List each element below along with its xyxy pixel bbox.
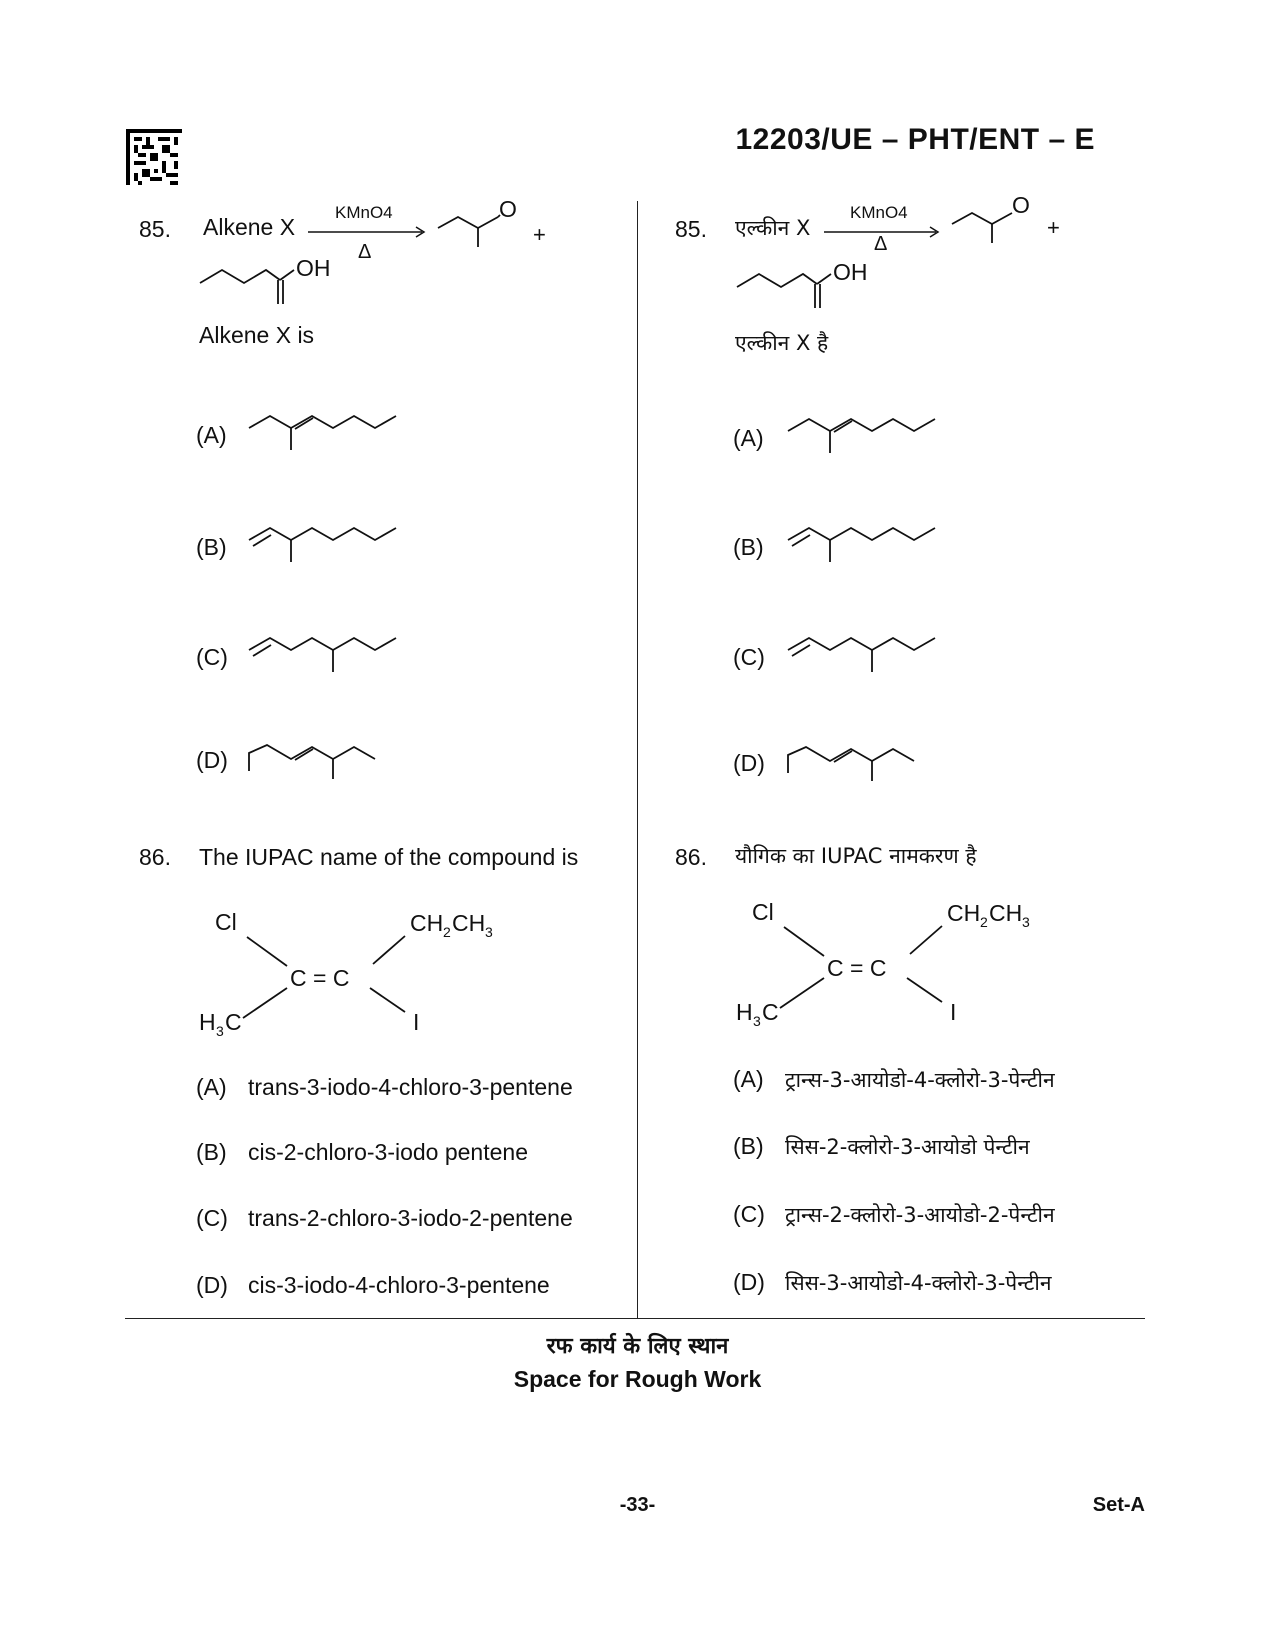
q86-option-b-text: cis-2-chloro-3-iodo pentene [248, 1139, 528, 1165]
q86-option-d-label: (D) [196, 1272, 228, 1298]
svg-text:3: 3 [1022, 914, 1030, 930]
svg-text:CH: CH [947, 900, 981, 926]
q86-number: 86. [139, 844, 171, 870]
svg-text:Δ: Δ [874, 233, 888, 255]
q85-question: Alkene X is [199, 322, 315, 348]
set-label: Set-A [1092, 1494, 1145, 1516]
q85-hi-option-a-structure [784, 413, 944, 463]
svg-text:CH: CH [410, 910, 444, 936]
qr-code-icon [126, 129, 182, 185]
q86-hi-option-a-label: (A) [733, 1066, 764, 1092]
q85-pentanoic-acid [195, 256, 365, 316]
q85-hi-option-d-structure [784, 739, 924, 789]
q86-option-c-text: trans-2-chloro-3-iodo-2-pentene [248, 1205, 573, 1231]
q85-hi-option-b-structure [784, 522, 944, 572]
svg-text:O: O [1012, 195, 1030, 218]
q86-option-c-label: (C) [196, 1205, 228, 1231]
svg-text:2: 2 [443, 924, 451, 940]
rough-work-english: Space for Rough Work [513, 1366, 762, 1392]
svg-text:C = C: C = C [290, 965, 350, 991]
q86-option-a-text: trans-3-iodo-4-chloro-3-pentene [248, 1074, 573, 1100]
q86-structure [195, 900, 515, 1045]
svg-text:CH: CH [989, 900, 1023, 926]
svg-text:I: I [413, 1009, 420, 1035]
paper-code: 12203/UE – PHT/ENT – E [735, 123, 1095, 156]
column-divider [637, 201, 638, 1318]
q86-option-a-label: (A) [196, 1074, 227, 1100]
svg-text:C = C: C = C [827, 955, 887, 981]
q85-number: 85. [139, 216, 171, 242]
rough-work-divider [125, 1318, 1145, 1319]
q85-option-c-structure [245, 632, 405, 682]
q86-hi-option-c-label: (C) [733, 1201, 765, 1227]
q86-hi-option-c-text: ट्रान्स-2-क्लोरो-3-आयोडो-2-पेन्टीन [785, 1203, 1055, 1227]
q85-hi-option-c-structure [784, 632, 944, 682]
svg-text:Cl: Cl [752, 899, 774, 925]
q85-option-d-structure [245, 737, 385, 787]
svg-text:KMnO4: KMnO4 [850, 203, 908, 222]
q85-hi-option-a-label: (A) [733, 425, 764, 451]
q86-hi-option-d-label: (D) [733, 1269, 765, 1295]
q86-option-d-text: cis-3-iodo-4-chloro-3-pentene [248, 1272, 550, 1298]
q85-hi-question: एल्कीन X है [735, 331, 829, 355]
svg-text:O: O [499, 196, 517, 222]
q85-hi-reaction-scheme [820, 195, 1080, 265]
svg-text:CH: CH [452, 910, 486, 936]
q85-option-a-label: (A) [196, 422, 227, 448]
reagent-label: KMnO4 [335, 203, 393, 222]
svg-text:H: H [736, 999, 753, 1025]
q86-hi-number: 86. [675, 844, 707, 870]
svg-text:3: 3 [753, 1013, 761, 1029]
q85-option-b-label: (B) [196, 534, 227, 560]
q85-hi-option-b-label: (B) [733, 534, 764, 560]
q86-question: The IUPAC name of the compound is [199, 844, 579, 870]
rough-work-hindi: रफ कार्य के लिए स्थान [546, 1334, 729, 1359]
q85-option-c-label: (C) [196, 644, 228, 670]
svg-text:+: + [1047, 215, 1060, 240]
svg-text:3: 3 [216, 1023, 224, 1039]
plus-sign: + [533, 222, 546, 247]
q85-prefix: Alkene X [203, 214, 296, 240]
svg-text:3: 3 [485, 924, 493, 940]
svg-text:Cl: Cl [215, 909, 237, 935]
svg-text:H: H [199, 1009, 216, 1035]
q86-hi-option-b-label: (B) [733, 1133, 764, 1159]
svg-text:C: C [762, 999, 779, 1025]
q85-option-d-label: (D) [196, 747, 228, 773]
q86-hi-structure [732, 890, 1052, 1035]
page-number: -33- [619, 1494, 656, 1516]
svg-text:2: 2 [980, 914, 988, 930]
q86-hi-option-b-text: सिस-2-क्लोरो-3-आयोडो पेन्टीन [785, 1135, 1030, 1159]
q86-option-b-label: (B) [196, 1139, 227, 1165]
q85-reaction-scheme [300, 195, 560, 265]
q85-hi-number: 85. [675, 216, 707, 242]
svg-text:OH: OH [833, 260, 868, 285]
q86-hi-option-a-text: ट्रान्स-3-आयोडो-4-क्लोरो-3-पेन्टीन [785, 1068, 1055, 1092]
q85-hi-prefix: एल्कीन X [735, 216, 811, 240]
q85-hi-option-c-label: (C) [733, 644, 765, 670]
svg-text:OH: OH [296, 256, 331, 281]
q85-option-b-structure [245, 522, 405, 572]
q85-hi-option-d-label: (D) [733, 750, 765, 776]
condition-label: Δ [358, 241, 372, 263]
svg-text:I: I [950, 999, 957, 1025]
q85-option-a-structure [245, 410, 405, 460]
q86-hi-question: यौगिक का IUPAC नामकरण है [735, 844, 977, 868]
q85-hi-pentanoic-acid [732, 260, 902, 320]
svg-text:C: C [225, 1009, 242, 1035]
q86-hi-option-d-text: सिस-3-आयोडो-4-क्लोरो-3-पेन्टीन [785, 1271, 1052, 1295]
